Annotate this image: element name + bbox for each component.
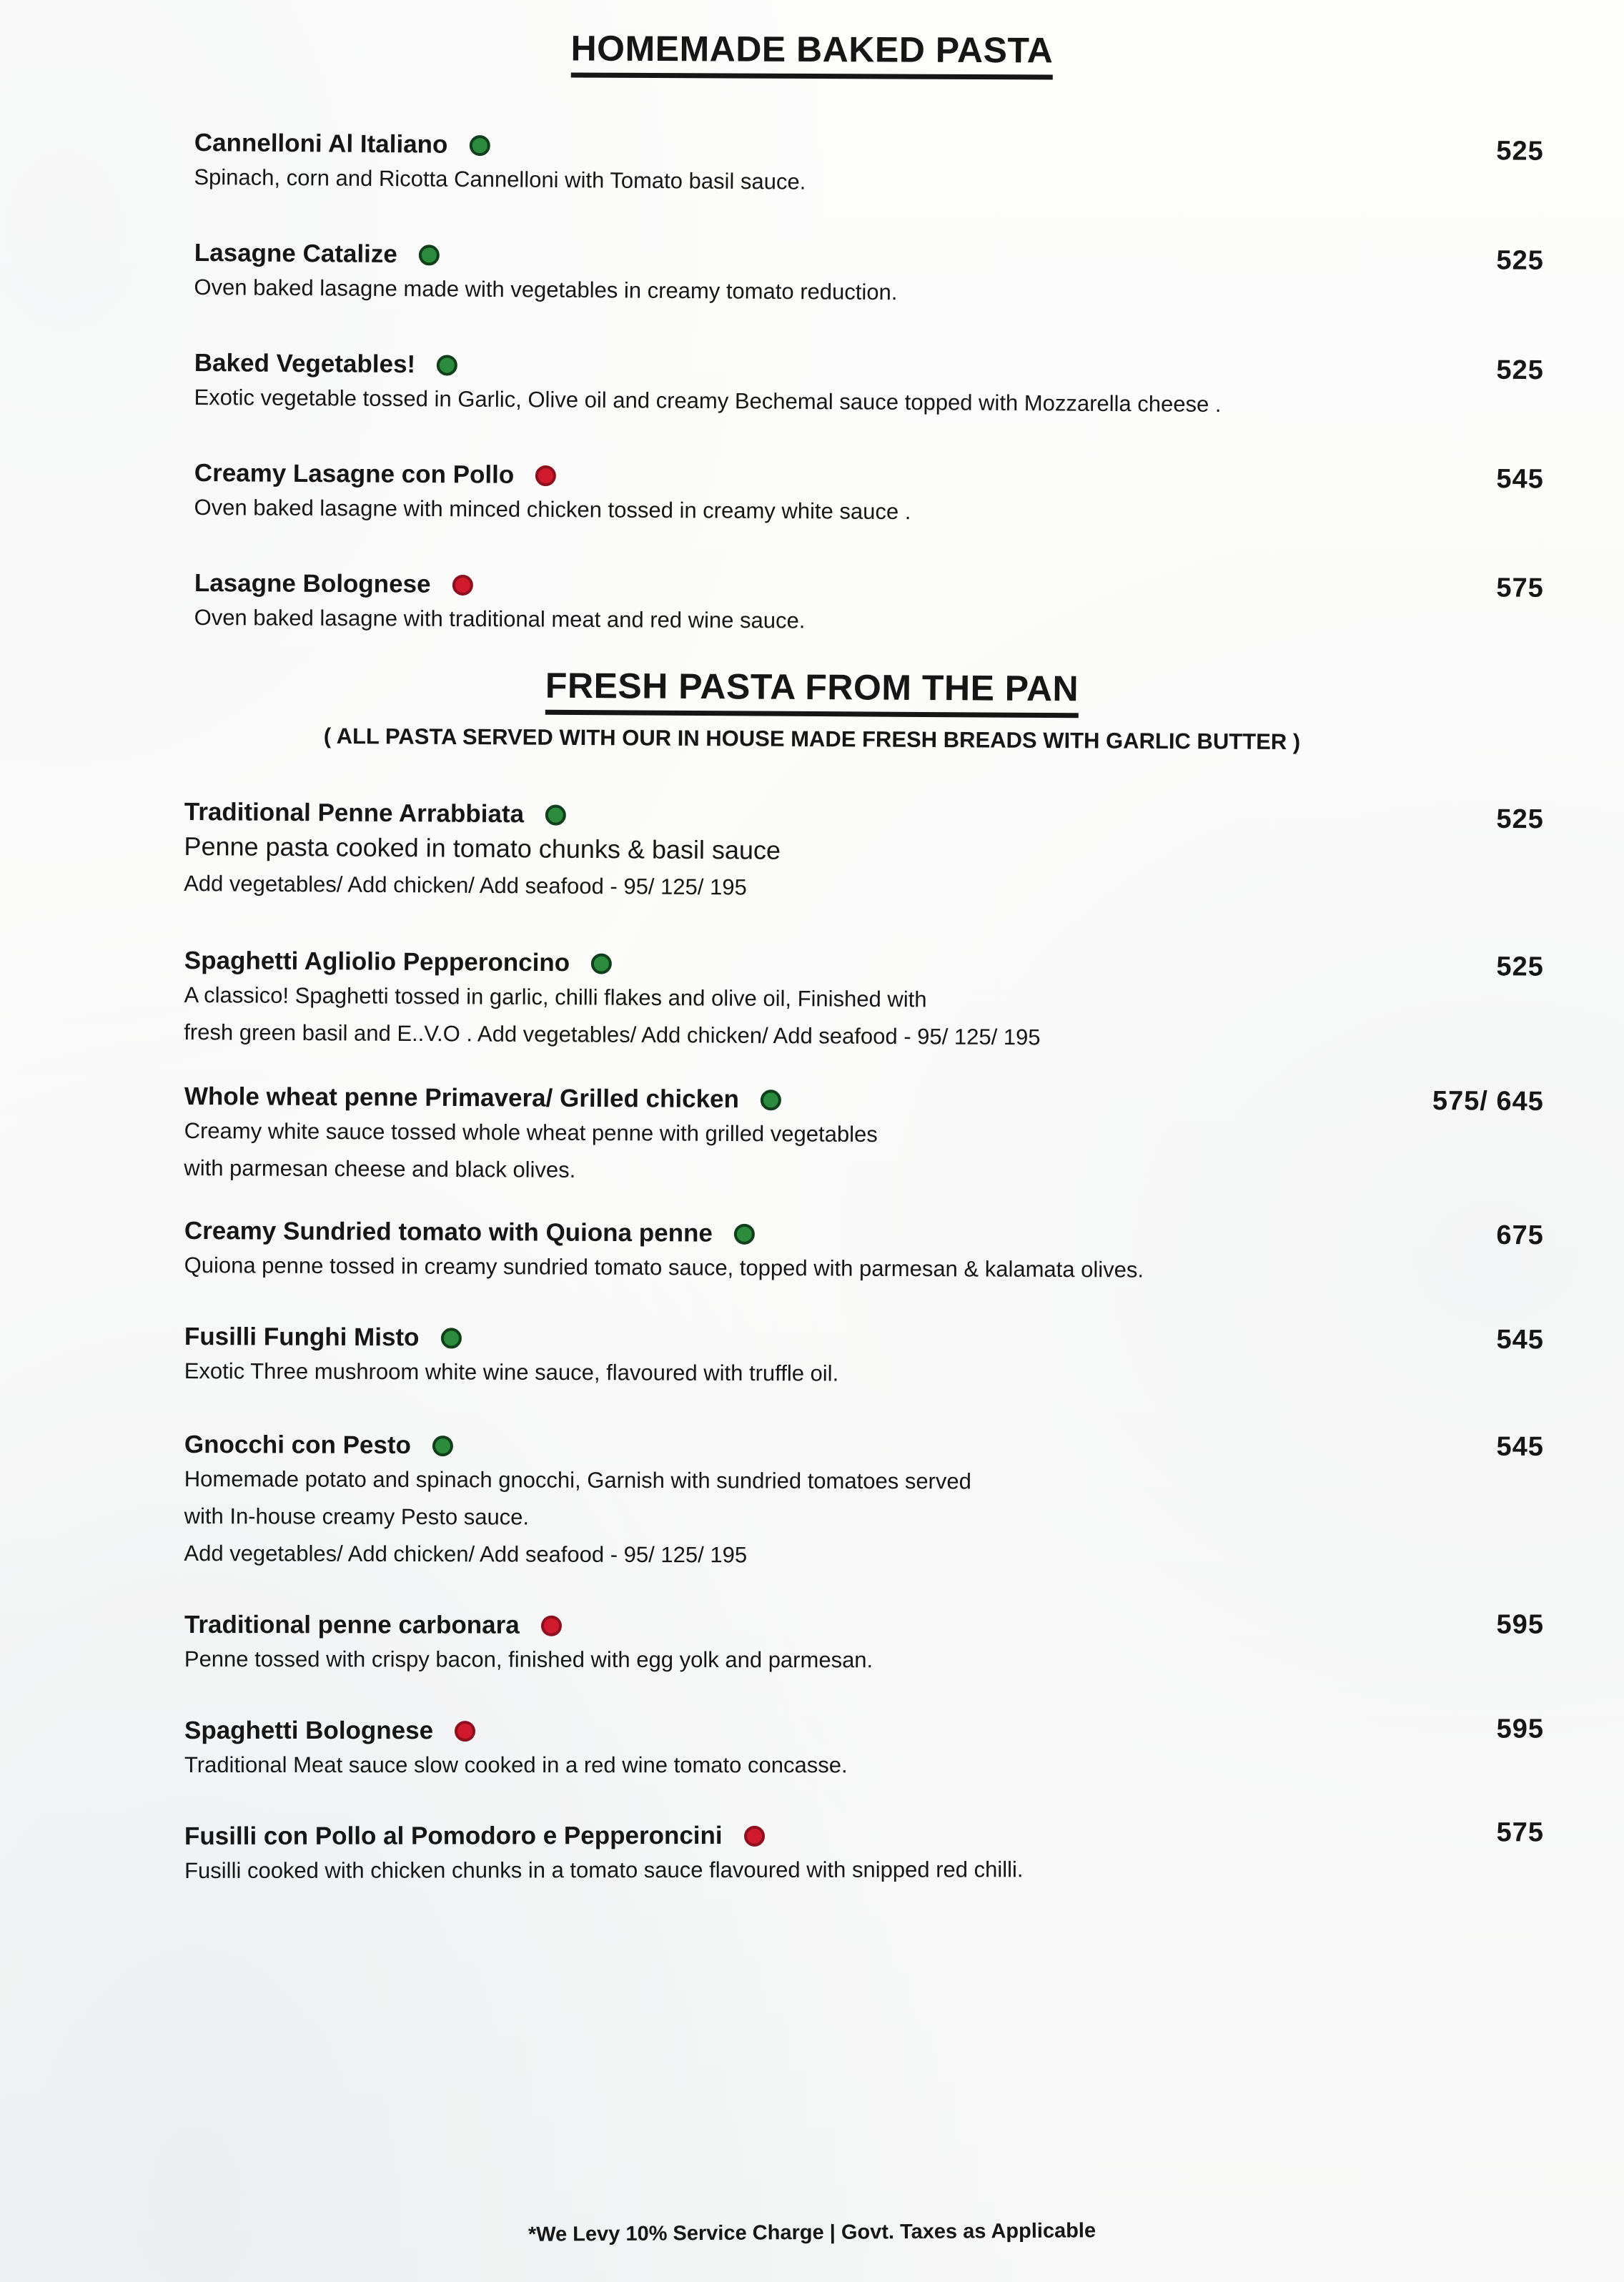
item-price: 525	[1496, 136, 1544, 167]
item-description: Traditional Meat sauce slow cooked in a red wine tomato concasse.	[184, 1752, 848, 1778]
item-name: Lasagne Catalize	[194, 238, 397, 269]
item-description: A classico! Spaghetti tossed in garlic, chilli flakes and olive oil, Finished with	[184, 982, 927, 1012]
item-description: Oven baked lasagne made with vegetables in creamy tomato reduction.	[194, 274, 898, 305]
item-name-row	[184, 1609, 1544, 1643]
diet-indicator-icon	[541, 1615, 562, 1636]
menu-item-creamy-sundried-tomato-quiona-penne	[184, 1215, 1544, 1290]
diet-indicator-icon	[761, 1090, 781, 1110]
diet-indicator-icon	[535, 465, 556, 485]
item-name: Creamy Lasagne con Pollo	[194, 458, 515, 489]
item-price: 525	[1496, 245, 1544, 276]
menu-item-spaghetti-bolognese	[184, 1715, 1544, 1784]
item-name-row	[184, 1715, 1544, 1747]
item-price: 525	[1496, 952, 1544, 982]
item-price: 595	[1496, 1609, 1545, 1640]
diet-indicator-icon	[734, 1223, 755, 1244]
item-description: Quiona penne tossed in creamy sundried tomato sauce, topped with parmesan & kalamata olives.	[184, 1252, 1144, 1283]
section-homemade-baked-pasta	[0, 0, 1624, 636]
menu-item-traditional-penne-carbonara	[184, 1609, 1544, 1680]
item-price: 595	[1496, 1714, 1545, 1744]
diet-indicator-icon	[744, 1825, 765, 1846]
item-price: 575	[1496, 1817, 1545, 1848]
item-description: with parmesan cheese and black olives.	[184, 1155, 576, 1182]
item-description: with In-house creamy Pesto sauce.	[184, 1503, 530, 1530]
item-description: fresh green basil and E..V.O . Add vegetables/ Add chicken/ Add seafood - 95/ 125/ 195	[184, 1019, 1041, 1050]
item-name: Traditional Penne Arrabbiata	[184, 798, 525, 829]
menu-item-lasagne-catalize	[194, 237, 1544, 316]
diet-indicator-icon	[452, 574, 472, 595]
item-name: Fusilli con Pollo al Pomodoro e Pepperoncini	[184, 1821, 723, 1850]
diet-indicator-icon	[437, 355, 457, 375]
item-addons: Add vegetables/ Add chicken/ Add seafood - 95/ 125/ 195	[184, 870, 747, 900]
item-price: 525	[1496, 355, 1544, 386]
item-description: Oven baked lasagne with traditional meat and red wine sauce.	[194, 604, 806, 633]
section-title	[0, 661, 1624, 721]
item-description: Exotic vegetable tossed in Garlic, Olive oil and creamy Bechemal sauce topped with Mozzarella cheese .	[194, 384, 1222, 418]
item-name: Fusilli Funghi Misto	[184, 1323, 420, 1352]
item-addons: Add vegetables/ Add chicken/ Add seafood - 95/ 125/ 195	[184, 1540, 748, 1568]
section-title-text: FRESH PASTA FROM THE PAN	[545, 665, 1079, 718]
item-name-row	[184, 1321, 1544, 1358]
item-description: Oven baked lasagne with minced chicken tossed in creamy white sauce .	[194, 494, 911, 525]
item-price: 525	[1496, 804, 1544, 835]
item-description: Spinach, corn and Ricotta Cannelloni with Tomato basil sauce.	[194, 164, 806, 194]
menu-item-lasagne-bolognese	[194, 568, 1543, 643]
item-name: Whole wheat penne Primavera/ Grilled chicken	[184, 1082, 740, 1114]
menu-item-whole-wheat-penne-primavera	[184, 1081, 1544, 1194]
diet-indicator-icon	[419, 244, 440, 265]
diet-indicator-icon	[469, 135, 490, 156]
item-name-row	[184, 1819, 1544, 1852]
menu-item-gnocchi-con-pesto	[184, 1429, 1544, 1576]
diet-indicator-icon	[591, 953, 612, 974]
item-name: Baked Vegetables!	[194, 348, 416, 379]
section-title-text: HOMEMADE BAKED PASTA	[570, 28, 1053, 80]
diet-indicator-icon	[432, 1436, 453, 1456]
item-name: Spaghetti Agliolio Pepperoncino	[184, 947, 570, 977]
diet-indicator-icon	[440, 1328, 461, 1348]
section-fresh-pasta-from-the-pan	[0, 666, 1624, 1890]
item-description: Penne tossed with crispy bacon, finished with egg yolk and parmesan.	[184, 1646, 873, 1673]
item-price: 545	[1496, 464, 1544, 495]
item-description: Homemade potato and spinach gnocchi, Garnish with sundried tomatoes served	[184, 1466, 971, 1494]
menu-item-fusilli-funghi-misto	[184, 1321, 1544, 1395]
section-title	[0, 0, 1624, 82]
service-charge-note: *We Levy 10% Service Charge | Govt. Taxes as Applicable	[528, 2219, 1096, 2246]
item-name-row	[184, 1429, 1544, 1465]
diet-indicator-icon	[455, 1721, 475, 1742]
item-description: Fusilli cooked with chicken chunks in a tomato sauce flavoured with snipped red chilli.	[184, 1857, 1024, 1883]
item-description: Exotic Three mushroom white wine sauce, flavoured with truffle oil.	[184, 1358, 839, 1386]
item-price: 575	[1496, 573, 1544, 603]
diet-indicator-icon	[545, 804, 566, 825]
item-name: Creamy Sundried tomato with Quiona penne	[184, 1217, 713, 1248]
item-price: 575/ 645	[1432, 1086, 1544, 1117]
item-name: Gnocchi con Pesto	[184, 1431, 411, 1459]
menu-item-baked-vegetables	[194, 347, 1544, 425]
menu-item-fusilli-con-pollo-al-pomodoro	[184, 1819, 1544, 1890]
item-description: Penne pasta cooked in tomato chunks & basil sauce	[184, 831, 781, 865]
item-name: Spaghetti Bolognese	[184, 1717, 434, 1745]
item-price: 545	[1496, 1325, 1544, 1355]
menu-item-creamy-lasagne-con-pollo	[194, 458, 1544, 535]
item-price: 545	[1496, 1431, 1544, 1462]
item-name: Lasagne Bolognese	[194, 569, 431, 598]
item-price: 675	[1496, 1220, 1544, 1251]
menu-item-traditional-penne-arrabbiata	[184, 796, 1544, 912]
menu-item-cannelloni-al-italiano	[194, 127, 1544, 207]
menu-item-spaghetti-agliolio-pepperoncino	[184, 945, 1544, 1060]
item-name: Traditional penne carbonara	[184, 1611, 520, 1639]
item-description: Creamy white sauce tossed whole wheat penne with grilled vegetables	[184, 1117, 878, 1147]
section-subtitle: ( ALL PASTA SERVED WITH OUR IN HOUSE MADE FRESH BREADS WITH GARLIC BUTTER )	[323, 723, 1301, 755]
item-name: Cannelloni Al Italiano	[194, 128, 448, 159]
